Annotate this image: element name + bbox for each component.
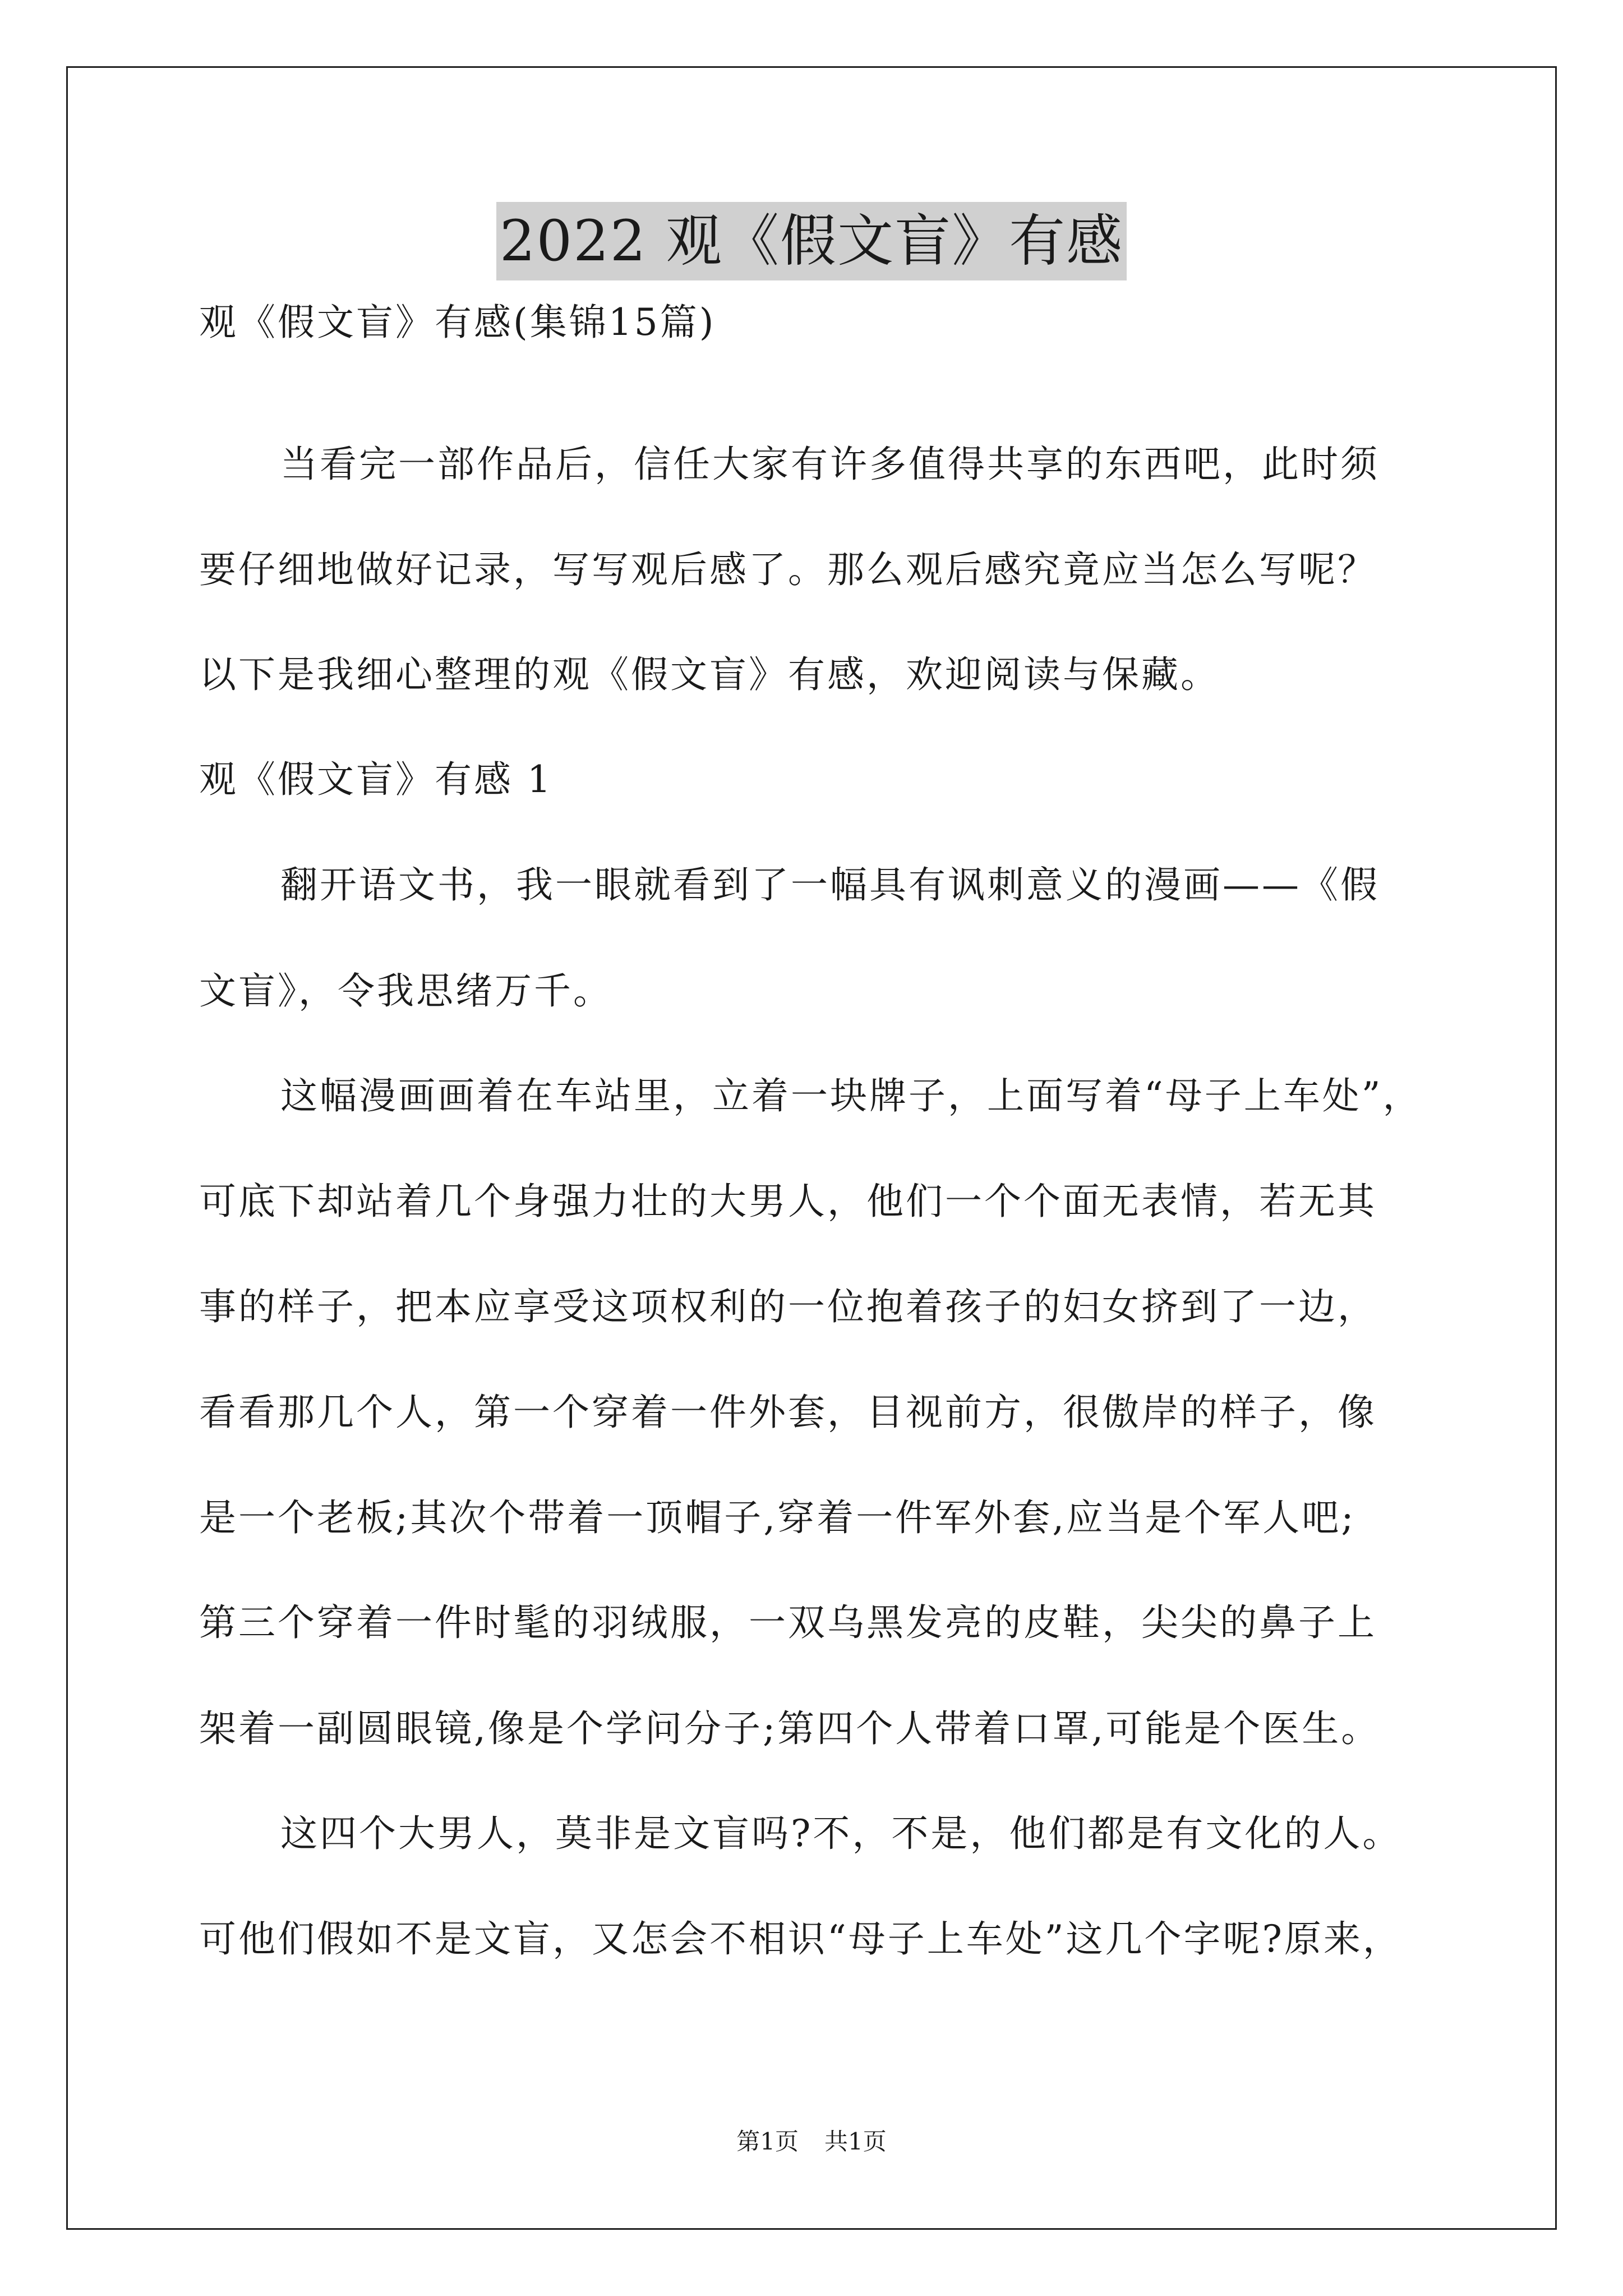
- paragraph-line: 可底下却站着几个身强力壮的大男人，他们一个个面无表情，若无其: [199, 1180, 1377, 1223]
- paragraph-line: 以下是我细心整理的观《假文盲》有感，欢迎阅读与保藏。: [199, 653, 1220, 696]
- paragraph-line: 文盲》，令我思绪万千。: [199, 969, 612, 1013]
- paragraph-line: 看看那几个人，第一个穿着一件外套，目视前方，很傲岸的样子，像: [199, 1391, 1377, 1434]
- title-container: [0, 202, 1623, 280]
- paragraph-line: 要仔细地做好记录，写写观后感了。那么观后感究竟应当怎么写呢？: [199, 548, 1377, 591]
- page-footer: [0, 2126, 1623, 2157]
- paragraph-line: 第三个穿着一件时髦的羽绒服，一双乌黑发亮的皮鞋，尖尖的鼻子上: [199, 1601, 1377, 1644]
- document-subtitle: 观《假文盲》有感(集锦15篇): [199, 301, 716, 344]
- section-heading: 观《假文盲》有感 1: [199, 758, 553, 801]
- paragraph-line: 架着一副圆眼镜,像是个学问分子;第四个人带着口罩,可能是个医生。: [199, 1707, 1381, 1750]
- paragraph-line: 可他们假如不是文盲，又怎会不相识“母子上车处”这几个字呢?原来，: [199, 1917, 1402, 1961]
- paragraph-line: 是一个老板;其次个带着一顶帽子,穿着一件军外套,应当是个军人吧;: [199, 1496, 1356, 1539]
- page-border: [66, 66, 1557, 2230]
- page-total: 共1页: [824, 2128, 887, 2155]
- page-number: 第1页: [736, 2128, 799, 2155]
- paragraph-line: 当看完一部作品后，信任大家有许多值得共享的东西吧，此时须: [280, 443, 1380, 486]
- paragraph-line: 翻开语文书，我一眼就看到了一幅具有讽刺意义的漫画——《假: [280, 863, 1380, 907]
- paragraph-line: 这幅漫画画着在车站里，立着一块牌子，上面写着“母子上车处”，: [280, 1074, 1422, 1117]
- paragraph-line: 事的样子，把本应享受这项权利的一位抱着孩子的妇女挤到了一边，: [199, 1285, 1377, 1328]
- paragraph-line: 这四个大男人，莫非是文盲吗?不，不是，他们都是有文化的人。: [280, 1812, 1402, 1855]
- document-title: 2022 观《假文盲》有感: [496, 202, 1127, 280]
